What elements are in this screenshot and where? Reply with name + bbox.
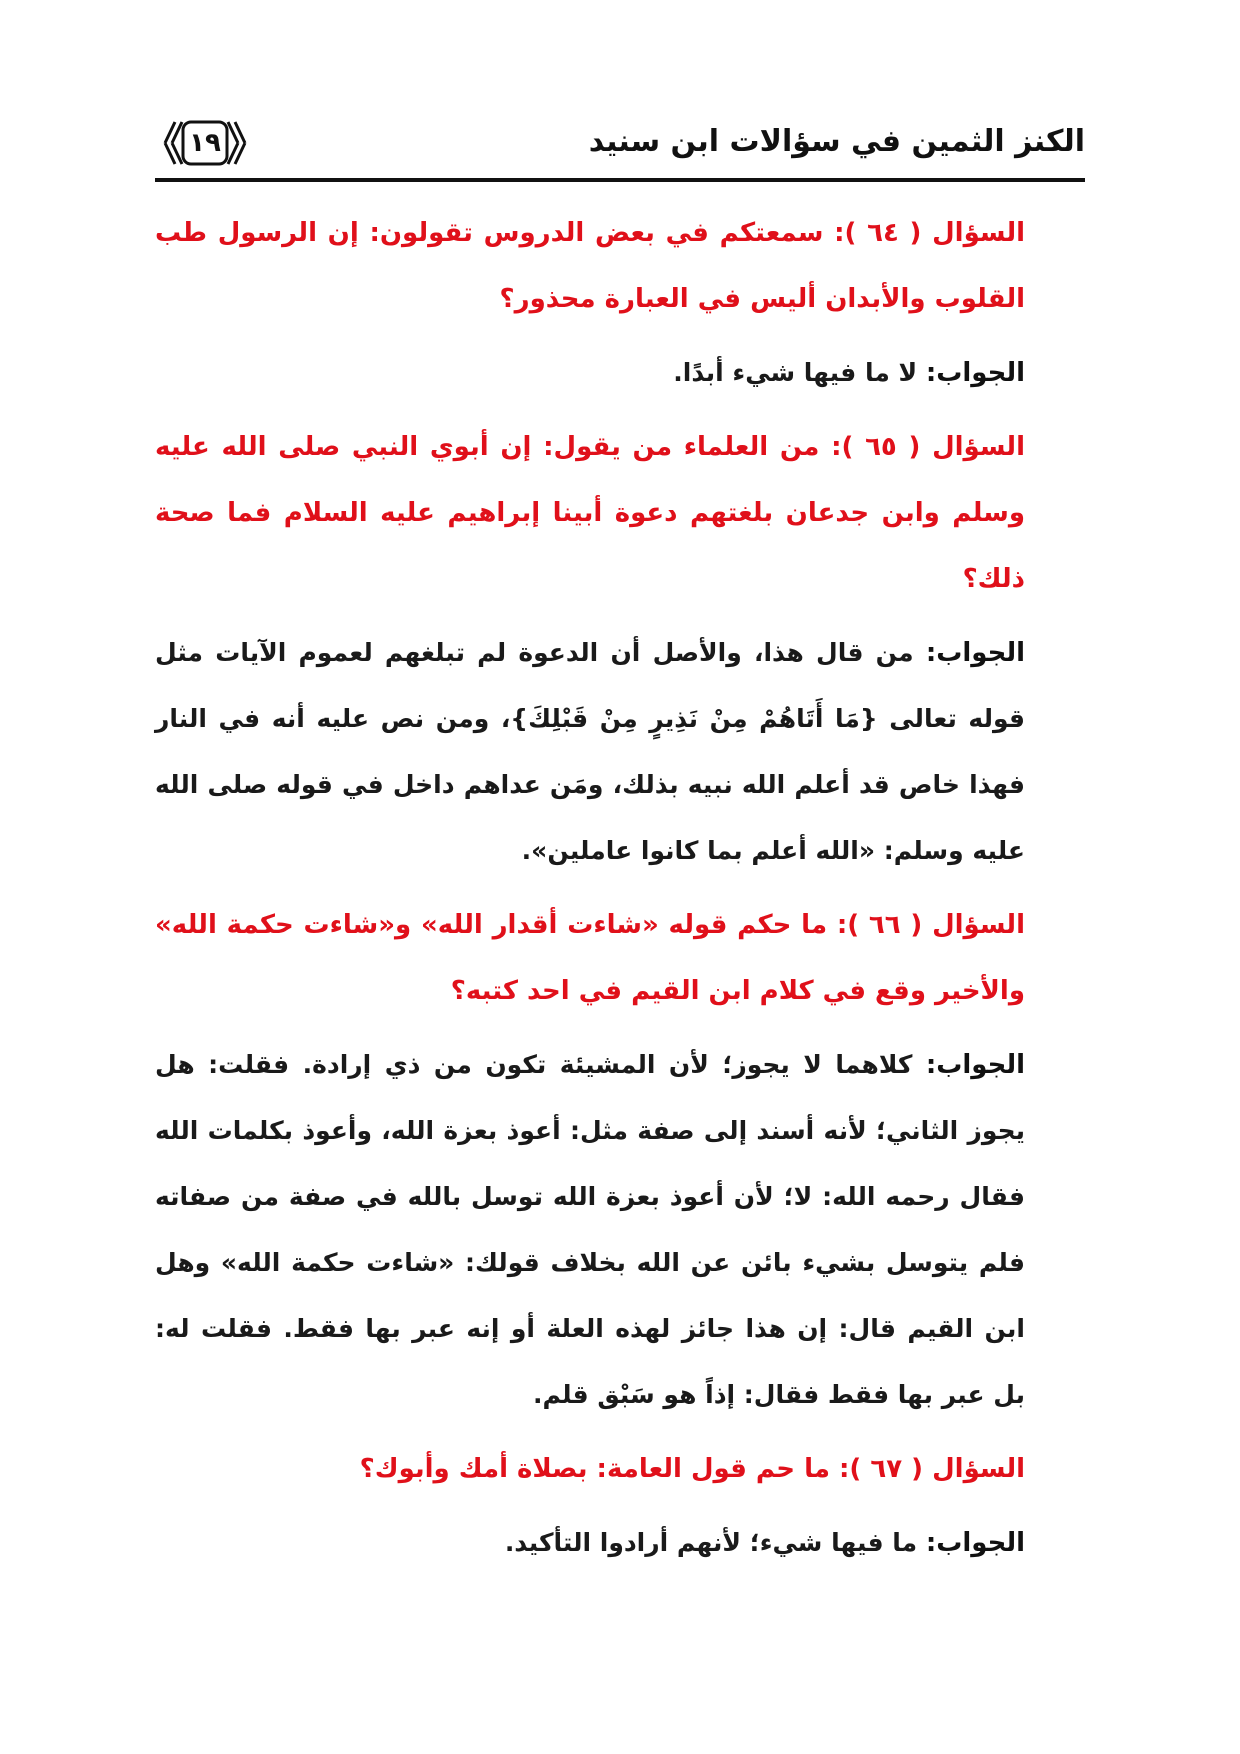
header-rule [155, 178, 1085, 182]
answer-text: كلاهما لا يجوز؛ لأن المشيئة تكون من ذي إرادة. فقلت: هل يجوز الثاني؛ لأنه أسند إلى صفة مثل: أعوذ بعزة الله، وأعوذ بكلمات الله فقال رحمه الله: لا؛ لأن أعوذ بعزة الله توسل بالله في صفة من صفاته فلم يتوسل بشيء بائن عن الله بخلاف قولك: «شاءت حكمة الله» وهل ابن القيم قال: إن هذا جائز لهذه العلة أو إنه عبر بها فقط. فقلت له: بل عبر بها فقط فقال: إذاً هو سَبْق قلم. [155, 1050, 1025, 1409]
question-66 [155, 892, 1085, 1024]
answer-66 [155, 1032, 1085, 1428]
page-header [155, 112, 1085, 182]
question-text: ما حكم قوله «شاءت أقدار الله» و«شاءت حكمة الله» والأخير وقع في كلام ابن القيم في احد كتبه؟ [155, 910, 1025, 1006]
answer-65 [155, 620, 1085, 884]
answer-text: ما فيها شيء؛ لأنهم أرادوا التأكيد. [504, 1528, 926, 1557]
question-label: السؤال ( ٦٥ ): [831, 432, 1025, 462]
answer-label: الجواب: [925, 358, 1025, 388]
answer-label: الجواب: [925, 1528, 1025, 1558]
book-title: الكنز الثمين في سؤالات ابن سنيد [588, 124, 1085, 159]
question-text: من العلماء من يقول: إن أبوي النبي صلى الله عليه وسلم وابن جدعان بلغتهم دعوة أبينا إبراهيم عليه السلام فما صحة ذلك؟ [155, 432, 1025, 594]
question-label: السؤال ( ٦٦ ): [836, 910, 1025, 940]
qa-content [155, 200, 1085, 1576]
question-text: ما حم قول العامة: بصلاة أمك وأبوك؟ [359, 1454, 840, 1484]
page-number-badge [155, 118, 255, 168]
question-67 [155, 1436, 1085, 1502]
question-65 [155, 414, 1085, 612]
answer-text: من قال هذا، والأصل أن الدعوة لم تبلغهم لعموم الآيات مثل قوله تعالى {مَا أَتَاهُمْ مِنْ نَذِيرٍ مِنْ قَبْلِكَ}، ومن نص عليه أنه في النار فهذا خاص قد أعلم الله نبيه بذلك، ومَن عداهم داخل في قوله صلى الله عليه وسلم: «الله أعلم بما كانوا عاملين». [155, 638, 1025, 865]
answer-67 [155, 1510, 1085, 1576]
answer-label: الجواب: [925, 638, 1025, 668]
page-number: ١٩ [189, 128, 221, 158]
question-text: سمعتكم في بعض الدروس تقولون: إن الرسول طب القلوب والأبدان أليس في العبارة محذور؟ [155, 218, 1025, 314]
question-64 [155, 200, 1085, 332]
answer-text: لا ما فيها شيء أبدًا. [673, 358, 926, 387]
question-label: السؤال ( ٦٧ ): [839, 1454, 1025, 1484]
question-label: السؤال ( ٦٤ ): [834, 218, 1025, 248]
answer-64 [155, 340, 1085, 406]
answer-label: الجواب: [925, 1050, 1025, 1080]
